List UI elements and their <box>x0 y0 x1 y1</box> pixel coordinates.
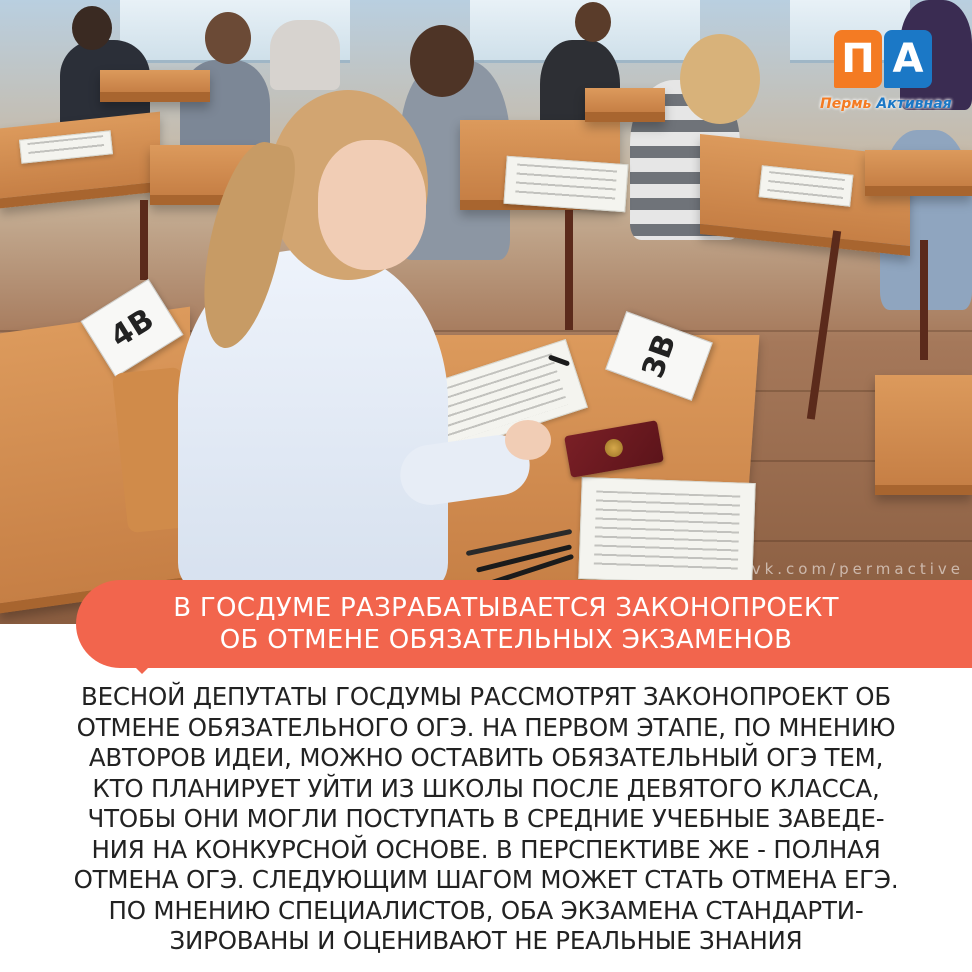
student-hand <box>505 420 551 460</box>
headline-banner <box>76 580 972 668</box>
body-line: ВЕСНОЙ ДЕПУТАТЫ ГОСДУМЫ РАССМОТРЯТ ЗАКОНОПРОЕКТ ОБ <box>81 682 891 711</box>
emblem-icon <box>603 437 624 458</box>
student <box>270 20 340 90</box>
logo-wordmark <box>820 96 950 112</box>
logo-letter-a: А <box>884 30 932 88</box>
desk <box>585 88 665 122</box>
body-line: НИЯ НА КОНКУРСНОЙ ОСНОВЕ. В ПЕРСПЕКТИВЕ ЖЕ - ПОЛНАЯ <box>91 834 881 864</box>
body-line: ОТМЕНА ОГЭ. СЛЕДУЮЩИМ ШАГОМ МОЖЕТ СТАТЬ ОТМЕНА ЕГЭ. <box>73 865 899 894</box>
body-line: ПО МНЕНИЮ СПЕЦИАЛИСТОВ, ОБА ЭКЗАМЕНА СТАНДАРТИ- <box>108 895 864 925</box>
desk <box>100 70 210 102</box>
logo-letter-p: П <box>834 30 882 88</box>
desk <box>875 375 972 495</box>
headline-line-2: ОБ ОТМЕНЕ ОБЯЗАТЕЛЬНЫХ ЭКЗАМЕНОВ <box>219 625 793 655</box>
logo-mark <box>834 30 936 92</box>
exam-sheet <box>503 156 628 212</box>
student-head <box>72 6 112 50</box>
student-head <box>205 12 251 64</box>
article-body <box>0 682 972 957</box>
student-head <box>410 25 474 97</box>
perm-aktivnaya-logo[interactable] <box>820 30 950 125</box>
student-face <box>318 140 426 270</box>
student-head <box>680 34 760 124</box>
banner-speech-tail <box>128 660 156 674</box>
watermark: vk.com/permactive <box>751 560 964 578</box>
student-head <box>575 2 611 42</box>
logo-word-aktivnaya: Активная <box>876 96 952 112</box>
body-line: ЗИРОВАНЫ И ОЦЕНИВАЮТ НЕ РЕАЛЬНЫЕ ЗНАНИЯ <box>169 926 803 955</box>
desk <box>865 150 972 196</box>
logo-word-perm: Пермь <box>820 96 872 112</box>
desk-number-label: 4В <box>104 301 160 355</box>
body-line: ЧТОБЫ ОНИ МОГЛИ ПОСТУПАТЬ В СРЕДНИЕ УЧЕБНЫЕ ЗАВЕДЕ- <box>87 804 885 833</box>
body-line: ОТМЕНЕ ОБЯЗАТЕЛЬНОГО ОГЭ. НА ПЕРВОМ ЭТАПЕ, ПО МНЕНИЮ <box>76 712 896 742</box>
desk-number-label: 3В <box>635 329 683 383</box>
headline-line-1: В ГОСДУМЕ РАЗРАБАТЫВАЕТСЯ ЗАКОНОПРОЕКТ <box>173 593 839 623</box>
exam-sheet <box>578 477 755 585</box>
body-line: КТО ПЛАНИРУЕТ УЙТИ ИЗ ШКОЛЫ ПОСЛЕ ДЕВЯТОГО КЛАССА, <box>92 773 880 803</box>
body-line: АВТОРОВ ИДЕИ, МОЖНО ОСТАВИТЬ ОБЯЗАТЕЛЬНЫЙ ОГЭ ТЕМ, <box>88 743 884 772</box>
